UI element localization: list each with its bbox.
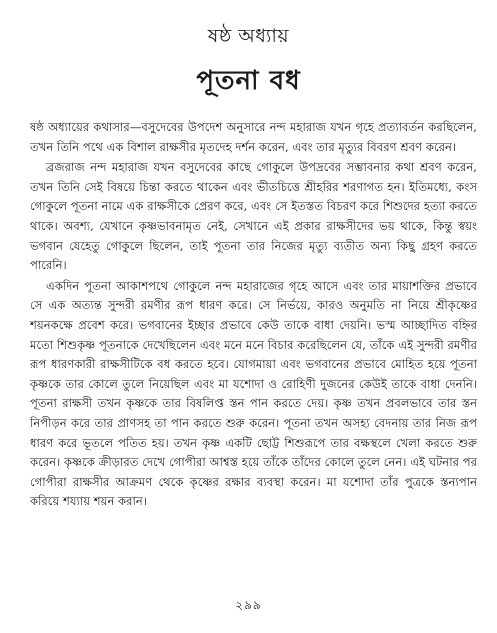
body-text <box>30 118 477 513</box>
body-paragraph: একদিন পূতনা আকাশপথে গোকুলে নন্দ মহারাজের গৃহে আসে এবং তার মায়াশক্তির প্রভাবে সে এক অত্যন্ত সুন্দরী রমণীর রূপ ধারণ করে। সে নির্ভয়ে, কারও অনুমতি না নিয়ে শ্রীকৃষ্ণের শয়নকক্ষে প্রবেশ করে। ভগবানের ইচ্ছার প্রভাবে কেউ তাকে বাধা দেয়নি। ভস্ম আচ্ছাদিত বহ্নির মতো শিশুকৃষ্ণ পূতনাকে দেখেছিলেন এবং মনে মনে বিচার করেছিলেন যে, তাঁকে এই সুন্দরী রমণীর রূপ ধারণকারী রাক্ষসীটিকে বধ করতে হবে। যোগমায়া এবং ভগবানের প্রভাবে মোহিত হয়ে পূতনা কৃষ্ণকে তার কোলে তুলে নিয়েছিল এবং মা যশোদা ও রোহিণী দুজনের কেউই তাকে বাধা দেননি। পূতনা রাক্ষসী তখন কৃষ্ণকে তার বিষলিপ্ত স্তন পান করতে দেয়। কৃষ্ণ তখন প্রবলভাবে তার স্তন নিপীড়ন করে তার প্রাণসহ তা পান করতে শুরু করেন। পূতনা তখন অসহ্য বেদনায় তার নিজ রূপ ধারণ করে ভূতলে পতিত হয়। তখন কৃষ্ণ একটি ছোট্ট শিশুরূপে তার বক্ষস্থলে খেলা করতে শুরু করেন। কৃষ্ণকে ক্রীড়ারত দেখে গোপীরা আশ্বস্ত হয়ে তাঁকে তাঁদের কোলে তুলে নেন। এই ঘটনার পর গোপীরা রাক্ষসীর আক্রমণ থেকে কৃষ্ণের রক্ষার ব্যবস্থা করেন। মা যশোদা তাঁর পুত্রকে স্তন্যপান করিয়ে শয্যায় শয়ন করান। <box>30 278 477 509</box>
page-number: ২৯৯ <box>235 598 262 612</box>
body-paragraph: ব্রজরাজ নন্দ মহারাজ যখন বসুদেবের কাছে গোকুলে উপদ্রবের সম্ভাবনার কথা শ্রবণ করেন, তখন তিনি সেই বিষয়ে চিন্তা করতে থাকেন এবং ভীতচিত্তে শ্রীহরির শরণাগত হন। ইতিমধ্যে, কংস গোকুলে পূতনা নামে এক রাক্ষসীকে প্রেরণ করে, এবং সে ইতস্তত বিচরণ করে শিশুদের হত্যা করতে থাকে। অবশ্য, যেখানে কৃষ্ণভাবনামৃত নেই, সেখানে এই প্রকার রাক্ষসীদের ভয় থাকে, কিন্তু স্বয়ং ভগবান যেহেতু গোকুলে ছিলেন, তাই পূতনা তার নিজের মৃত্যু ব্যতীত অন্য কিছু গ্রহণ করতে পারেনি। <box>30 160 477 273</box>
chapter-label: ষষ্ঠ অধ্যায় <box>207 25 290 47</box>
summary-paragraph: ষষ্ঠ অধ্যায়ের কথাসার—বসুদেবের উপদেশ অনুসারে নন্দ মহারাজ যখন গৃহে প্রত্যাবর্তন করছিলেন, তখন তিনি পথে এক বিশাল রাক্ষসীর মৃতদেহ দর্শন করেন, এবং তার মৃত্যুর বিবরণ শ্রবণ করেন। <box>30 120 477 154</box>
chapter-title: পূতনা বধ <box>196 66 301 96</box>
